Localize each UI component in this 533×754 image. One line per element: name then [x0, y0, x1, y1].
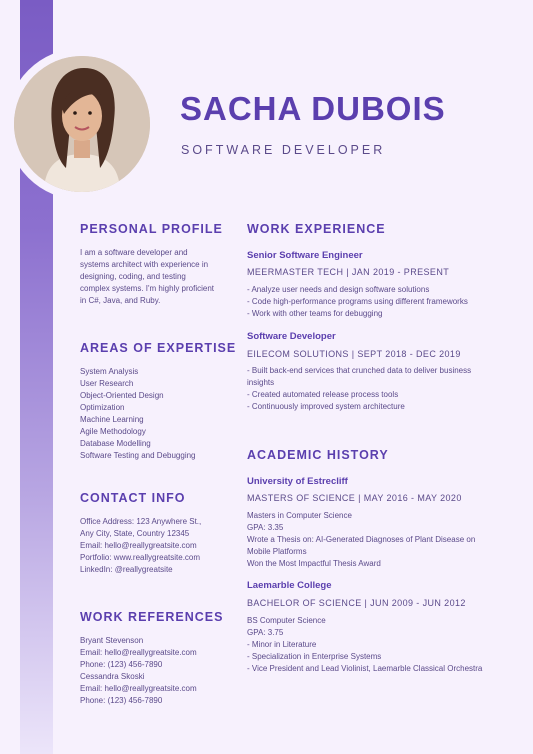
job-duties: [247, 365, 471, 413]
reference-line: Phone: (123) 456-7890: [80, 660, 163, 669]
expertise-item: Database Modelling: [80, 439, 151, 448]
school-detail: Wrote a Thesis on: AI-Generated Diagnoses of Plant Disease on: [247, 535, 476, 544]
reference-line: Cessandra Skoski: [80, 672, 145, 681]
job-duty: - Continuously improved system architecture: [247, 402, 405, 411]
contact-line: LinkedIn: @reallygreatsite: [80, 565, 173, 574]
school-detail: Masters in Computer Science: [247, 511, 352, 520]
school-detail: GPA: 3.35: [247, 523, 284, 532]
profile-line: I am a software developer and: [80, 248, 188, 257]
school-meta: MASTERS OF SCIENCE | MAY 2016 - MAY 2020: [247, 493, 462, 503]
expertise-item: User Research: [80, 379, 134, 388]
reference-line: Bryant Stevenson: [80, 636, 144, 645]
job-duty: - Built back-end services that crunched data to deliver business: [247, 366, 472, 375]
school-detail: - Specialization in Enterprise Systems: [247, 652, 382, 661]
job-title: SOFTWARE DEVELOPER: [181, 143, 386, 157]
expertise-list: [80, 366, 196, 462]
school-name: Laemarble College: [247, 580, 332, 591]
profile-line: systems architect with experience in: [80, 260, 209, 269]
school-detail: - Vice President and Lead Violinist, Laemarble Classical Orchestra: [247, 664, 483, 673]
school-detail: Won the Most Impactful Thesis Award: [247, 559, 381, 568]
job-duty: - Analyze user needs and design software solutions: [247, 285, 430, 294]
school-detail: Mobile Platforms: [247, 547, 307, 556]
school-detail: BS Computer Science: [247, 616, 326, 625]
job-meta: MEERMASTER TECH | JAN 2019 - PRESENT: [247, 267, 450, 277]
expertise-item: Agile Methodology: [80, 427, 146, 436]
expertise-item: Object-Oriented Design: [80, 391, 164, 400]
job-duties: [247, 284, 468, 320]
school-detail: - Minor in Literature: [247, 640, 317, 649]
profile-line: in C#, Java, and Ruby.: [80, 296, 161, 305]
profile-photo: [14, 56, 150, 192]
school-name: University of Estrecliff: [247, 476, 348, 487]
contact-line: Email: hello@reallygreatsite.com: [80, 541, 197, 550]
contact-heading: CONTACT INFO: [80, 491, 186, 505]
expertise-item: Optimization: [80, 403, 125, 412]
job-duty: - Created automated release process tools: [247, 390, 399, 399]
profile-line: complex systems. I'm highly proficient: [80, 284, 215, 293]
references-list: [80, 635, 197, 707]
job-duty: insights: [247, 378, 275, 387]
job-duty: - Work with other teams for debugging: [247, 309, 383, 318]
school-details: [247, 615, 482, 675]
job-role: Senior Software Engineer: [247, 250, 363, 261]
expertise-item: System Analysis: [80, 367, 139, 376]
job-duty: - Code high-performance programs using different frameworks: [247, 297, 468, 306]
school-details: [247, 510, 475, 570]
expertise-item: Machine Learning: [80, 415, 144, 424]
reference-line: Phone: (123) 456-7890: [80, 696, 163, 705]
reference-line: Email: hello@reallygreatsite.com: [80, 648, 197, 657]
school-meta: BACHELOR OF SCIENCE | JUN 2009 - JUN 2012: [247, 598, 466, 608]
contact-info: [80, 516, 201, 576]
contact-line: Office Address: 123 Anywhere St.,: [80, 517, 202, 526]
job-role: Software Developer: [247, 331, 336, 342]
personal-profile-heading: PERSONAL PROFILE: [80, 222, 223, 236]
reference-line: Email: hello@reallygreatsite.com: [80, 684, 197, 693]
profile-line: designing, coding, and testing: [80, 272, 186, 281]
expertise-item: Software Testing and Debugging: [80, 451, 196, 460]
academic-history-heading: ACADEMIC HISTORY: [247, 448, 389, 462]
expertise-heading: AREAS OF EXPERTISE: [80, 341, 237, 355]
personal-profile-text: [80, 247, 214, 307]
contact-line: Any City, State, Country 12345: [80, 529, 190, 538]
contact-line: Portfolio: www.reallygreatsite.com: [80, 553, 201, 562]
person-name: SACHA DUBOIS: [180, 90, 446, 127]
school-detail: GPA: 3.75: [247, 628, 284, 637]
work-experience-heading: WORK EXPERIENCE: [247, 222, 386, 236]
job-meta: EILECOM SOLUTIONS | SEPT 2018 - DEC 2019: [247, 349, 461, 359]
references-heading: WORK REFERENCES: [80, 610, 224, 624]
